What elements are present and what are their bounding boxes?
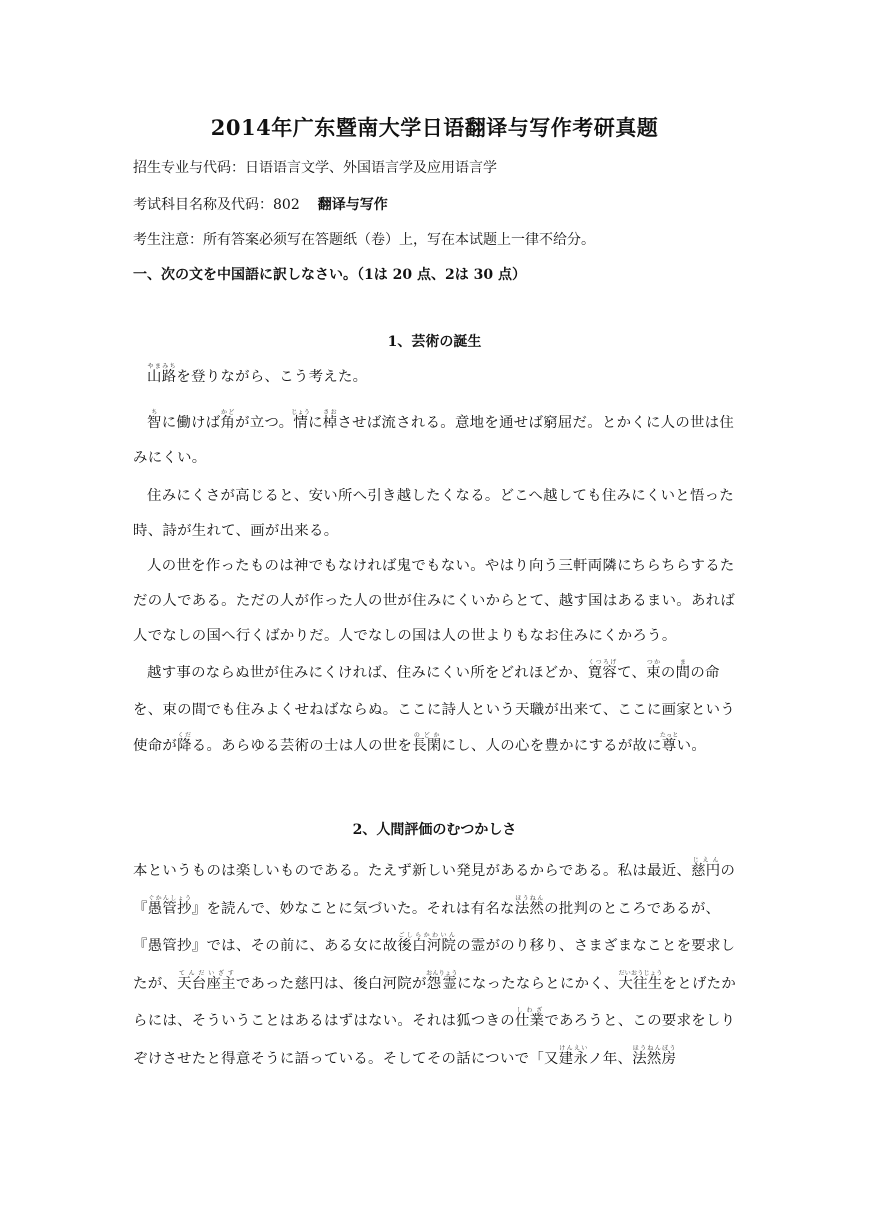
ruby-word: 愚管抄ぐかんしょう	[147, 894, 192, 917]
ruby-word: 智ち	[147, 409, 162, 431]
ruby-word: 間ま	[675, 659, 691, 681]
subject-name: 翻译与写作	[317, 197, 388, 213]
ruby-word: 仕業しわざ	[514, 1007, 545, 1029]
ruby-word: 情じょう	[291, 409, 311, 431]
ruby-word: 尊たっと	[659, 732, 679, 754]
major-line: 招生专业与代码：日语语言文学、外国语言学及应用语言学	[133, 160, 497, 176]
section1-paragraph-1: 山路やまみちを登りながら、こう考えた。	[147, 363, 368, 385]
section1-paragraph-3: 住みにくさが高じると、安い所へ引き越したくなる。どこへ越しても住みにくいと悟った時、詩が生れて、画が出来る。	[133, 488, 735, 539]
ruby-word: 法然ほうねん	[514, 894, 545, 917]
section1-paragraph-5: 越す事のならぬ世が住みにくければ、住みにくい所をどれほどか、寛容くつろげて、束つかの間まの命を、束の間でも住みよくせねばならぬ。ここに詩人という天職が出来て、ここに画家という使命が降くだる。あらゆる芸術の士は人の世を長閑のどかにし、人の心を豊かにするが故に尊たっとい。	[133, 659, 736, 754]
ruby-word: 長閑のどか	[412, 732, 442, 754]
ruby-word: 山路やまみち	[147, 363, 177, 385]
section1-paragraph-2: 智ちに働けば角かどが立つ。情じょうに棹さおさせば流される。意地を通せば窮屈だ。とかくに人の世は住みにくい。	[133, 409, 735, 466]
ruby-word: 棹さお	[322, 409, 338, 431]
ruby-word: 束つか	[646, 659, 661, 681]
section2-heading: 2、人間評価のむつかしさ	[352, 822, 517, 838]
section1-paragraph-4: 人の世を作ったものは神でもなければ鬼でもない。やはり向う三軒両隣にちらちらするただの人である。ただの人が作った人の世が住みにくいからとて、越す国はあるまい。あれば人でなしの国へ行くばかりだ。人でなしの国は人の世よりもなお住みにくかろう。	[133, 558, 736, 644]
ruby-word: 天台座主てんだいざす	[177, 969, 236, 992]
ruby-word: 角かど	[220, 409, 236, 431]
ruby-word: 建永けんえい	[558, 1044, 589, 1067]
section1-heading: 1、芸術の誕生	[387, 334, 482, 350]
ruby-word: 降くだ	[177, 732, 192, 754]
notice-line: 考生注意：所有答案必须写在答题纸（卷）上，写在本试题上一律不给分。	[133, 232, 595, 248]
instruction-line: 一、次の文を中国語に訳しなさい。（1は 20 点、2は 30 点）	[133, 267, 526, 283]
ruby-word: 怨霊おんりょう	[426, 969, 458, 992]
subject-line	[133, 194, 388, 214]
ruby-word: 法然房ほうねんぼう	[632, 1044, 677, 1067]
subject-prefix: 考试科目名称及代码：802	[133, 197, 300, 213]
document-title: 2014年广东暨南大学日语翻译与写作考研真题	[210, 115, 659, 140]
ruby-word: 後白河院ごしらかわいん	[397, 932, 457, 954]
ruby-word: 大往生だいおうじょう	[618, 969, 663, 992]
ruby-word: 寛容くつろげ	[587, 659, 618, 681]
ruby-word: 慈円じえん	[691, 857, 721, 879]
section2-paragraph-1: 本というものは楽しいものである。たえず新しい発見があるからである。私は最近、慈円じえんの『愚管抄ぐかんしょう』を読んで、妙なことに気づいた。それは有名な法然ほうねんの批判のところであるが、『愚管抄』では、その前に、ある女に故後白河院ごしらかわいんの霊がのり移り、さまざまなことを要求したが、天台座主てんだいざすであった慈円は、後白河院が怨霊おんりょうになったならとにかく、大往生だいおうじょうをとげたからには、そういうことはあるはずはない。それは狐つきの仕業しわざであろうと、この要求をしりぞけさせたと得意そうに語っている。そしてその話についで「又建永けんえいノ年、法然房ほうねんぼう	[133, 857, 737, 1067]
